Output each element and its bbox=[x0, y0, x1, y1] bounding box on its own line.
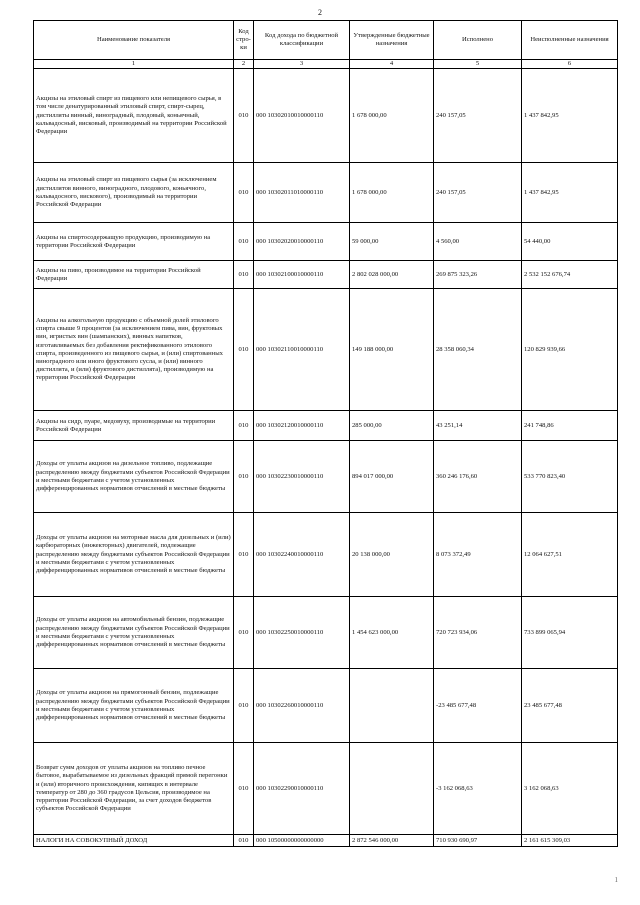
budget-classification-code: 000 10500000000000000 bbox=[254, 835, 350, 847]
column-number: 1 bbox=[34, 60, 234, 69]
table-row bbox=[34, 69, 618, 163]
line-code: 010 bbox=[234, 835, 254, 847]
approved-amount: 285 000,00 bbox=[350, 411, 434, 441]
budget-classification-code: 000 10302110010000110 bbox=[254, 289, 350, 411]
unexecuted-amount: 533 770 823,40 bbox=[522, 441, 618, 513]
approved-amount: 59 000,00 bbox=[350, 223, 434, 261]
executed-amount: 720 723 934,06 bbox=[434, 597, 522, 669]
budget-classification-code: 000 10302260010000110 bbox=[254, 669, 350, 743]
budget-classification-code: 000 10302020010000110 bbox=[254, 223, 350, 261]
column-header: Исполнено bbox=[434, 21, 522, 60]
line-code: 010 bbox=[234, 223, 254, 261]
unexecuted-amount: 23 485 677,48 bbox=[522, 669, 618, 743]
indicator-name: Доходы от уплаты акцизов на прямогонный бензин, подлежащие распределению между бюджетами субъектов Российской Федерации и местными бюджетами с учетом установленных дифференцированных нормативов отчислений в местные бюджеты bbox=[34, 669, 234, 743]
executed-amount: 28 358 060,34 bbox=[434, 289, 522, 411]
indicator-name: Акцизы на сидр, пуаре, медовуху, производимые на территории Российской Федерации bbox=[34, 411, 234, 441]
column-number: 2 bbox=[234, 60, 254, 69]
unexecuted-amount: 120 829 939,66 bbox=[522, 289, 618, 411]
column-number: 3 bbox=[254, 60, 350, 69]
budget-classification-code: 000 10302010010000110 bbox=[254, 69, 350, 163]
indicator-name: Доходы от уплаты акцизов на дизельное топливо, подлежащие распределению между бюджетами субъектов Российской Федерации и местными бюджетами с учетом установленных дифференцированных нормативов отчислений в местные бюджеты bbox=[34, 441, 234, 513]
unexecuted-amount: 1 437 842,95 bbox=[522, 163, 618, 223]
line-code: 010 bbox=[234, 743, 254, 835]
executed-amount: 240 157,05 bbox=[434, 163, 522, 223]
indicator-name: НАЛОГИ НА СОВОКУПНЫЙ ДОХОД bbox=[34, 835, 234, 847]
budget-classification-code: 000 10302290010000110 bbox=[254, 743, 350, 835]
executed-amount: -23 485 677,48 bbox=[434, 669, 522, 743]
column-number: 6 bbox=[522, 60, 618, 69]
column-number-row bbox=[34, 60, 618, 69]
unexecuted-amount: 733 899 065,94 bbox=[522, 597, 618, 669]
line-code: 010 bbox=[234, 261, 254, 289]
line-code: 010 bbox=[234, 163, 254, 223]
table-row bbox=[34, 261, 618, 289]
column-header: Код стро-ки bbox=[234, 21, 254, 60]
corner-mark: 1 bbox=[614, 876, 618, 884]
unexecuted-amount: 241 748,86 bbox=[522, 411, 618, 441]
line-code: 010 bbox=[234, 441, 254, 513]
executed-amount: -3 162 068,63 bbox=[434, 743, 522, 835]
executed-amount: 269 875 323,26 bbox=[434, 261, 522, 289]
budget-execution-table bbox=[33, 20, 618, 847]
budget-classification-code: 000 10302250010000110 bbox=[254, 597, 350, 669]
line-code: 010 bbox=[234, 289, 254, 411]
table-header-row bbox=[34, 21, 618, 60]
line-code: 010 bbox=[234, 597, 254, 669]
approved-amount: 1 678 000,00 bbox=[350, 69, 434, 163]
executed-amount: 43 251,14 bbox=[434, 411, 522, 441]
table-row bbox=[34, 597, 618, 669]
column-number: 4 bbox=[350, 60, 434, 69]
unexecuted-amount: 12 064 627,51 bbox=[522, 513, 618, 597]
unexecuted-amount: 2 532 152 676,74 bbox=[522, 261, 618, 289]
approved-amount: 894 017 000,00 bbox=[350, 441, 434, 513]
approved-amount: 1 678 000,00 bbox=[350, 163, 434, 223]
budget-classification-code: 000 10302011010000110 bbox=[254, 163, 350, 223]
approved-amount: 149 188 000,00 bbox=[350, 289, 434, 411]
executed-amount: 8 073 372,49 bbox=[434, 513, 522, 597]
page-number: 2 bbox=[318, 8, 322, 17]
unexecuted-amount: 1 437 842,95 bbox=[522, 69, 618, 163]
indicator-name: Акцизы на алкогольную продукцию с объемной долей этилового спирта свыше 9 процентов (за исключением пива, вин, фруктовых вин, игристых вин (шампанских), винных напитков, изготавливаемых без добавления ректификованного этилового спирта, произведенного из пищевого сырья, и (или) спиртованных виноградного или иного фруктового сусла, и (или) винного дистиллята, и (или) фруктового дистиллята), производимую на территории Российской Федерации bbox=[34, 289, 234, 411]
line-code: 010 bbox=[234, 411, 254, 441]
indicator-name: Доходы от уплаты акцизов на автомобильный бензин, подлежащие распределению между бюджетами субъектов Российской Федерации и местными бюджетами с учетом установленных дифференцированных нормативов отчислений в местные бюджеты bbox=[34, 597, 234, 669]
budget-classification-code: 000 10302100010000110 bbox=[254, 261, 350, 289]
table-row bbox=[34, 835, 618, 847]
table-row bbox=[34, 441, 618, 513]
indicator-name: Возврат сумм доходов от уплаты акцизов на топливо печное бытовое, вырабатываемое из дизельных фракций прямой перегонки и (или) вторичного происхождения, кипящих в интервале температур от 280 до 360 градусов Цельсия, производимое на территории Российской Федерации, за счет доходов бюджетов субъектов Российской Федерации bbox=[34, 743, 234, 835]
approved-amount: 1 454 623 000,00 bbox=[350, 597, 434, 669]
approved-amount bbox=[350, 669, 434, 743]
line-code: 010 bbox=[234, 669, 254, 743]
column-number: 5 bbox=[434, 60, 522, 69]
budget-classification-code: 000 10302120010000110 bbox=[254, 411, 350, 441]
column-header: Утвержденные бюджетные назначения bbox=[350, 21, 434, 60]
unexecuted-amount: 3 162 068,63 bbox=[522, 743, 618, 835]
indicator-name: Акцизы на этиловый спирт из пищевого сырья (за исключением дистиллятов винного, виноградного, плодового, коньячного, кальвадосного, вискового), производимый на территории Российской Федерации bbox=[34, 163, 234, 223]
table-row bbox=[34, 743, 618, 835]
indicator-name: Акцизы на спиртосодержащую продукцию, производимую на территории Российской Федерации bbox=[34, 223, 234, 261]
unexecuted-amount: 54 440,00 bbox=[522, 223, 618, 261]
column-header: Наименование показателя bbox=[34, 21, 234, 60]
executed-amount: 710 930 690,97 bbox=[434, 835, 522, 847]
unexecuted-amount: 2 161 615 309,03 bbox=[522, 835, 618, 847]
executed-amount: 240 157,05 bbox=[434, 69, 522, 163]
line-code: 010 bbox=[234, 513, 254, 597]
budget-classification-code: 000 10302230010000110 bbox=[254, 441, 350, 513]
column-header: Код дохода по бюджетной классификации bbox=[254, 21, 350, 60]
approved-amount: 20 138 000,00 bbox=[350, 513, 434, 597]
budget-classification-code: 000 10302240010000110 bbox=[254, 513, 350, 597]
executed-amount: 360 246 176,60 bbox=[434, 441, 522, 513]
table-row bbox=[34, 223, 618, 261]
table-row bbox=[34, 411, 618, 441]
executed-amount: 4 560,00 bbox=[434, 223, 522, 261]
table-row bbox=[34, 669, 618, 743]
approved-amount: 2 802 028 000,00 bbox=[350, 261, 434, 289]
approved-amount: 2 872 546 000,00 bbox=[350, 835, 434, 847]
table-row bbox=[34, 163, 618, 223]
table-row bbox=[34, 289, 618, 411]
table-row bbox=[34, 513, 618, 597]
column-header: Неисполненные назначения bbox=[522, 21, 618, 60]
approved-amount bbox=[350, 743, 434, 835]
indicator-name: Доходы от уплаты акцизов на моторные масла для дизельных и (или) карбюраторных (инжекторных) двигателей, подлежащие распределению между бюджетами субъектов Российской Федерации и местными бюджетами с учетом установленных дифференцированных нормативов отчислений в местные бюджеты bbox=[34, 513, 234, 597]
indicator-name: Акцизы на этиловый спирт из пищевого или непищевого сырья, в том числе денатурированный этиловый спирт, спирт-сырец, дистилляты винный, виноградный, плодовый, коньячный, кальвадосный, висковый, производимый на территории Российской Федерации bbox=[34, 69, 234, 163]
line-code: 010 bbox=[234, 69, 254, 163]
indicator-name: Акцизы на пиво, производимое на территории Российской Федерации bbox=[34, 261, 234, 289]
